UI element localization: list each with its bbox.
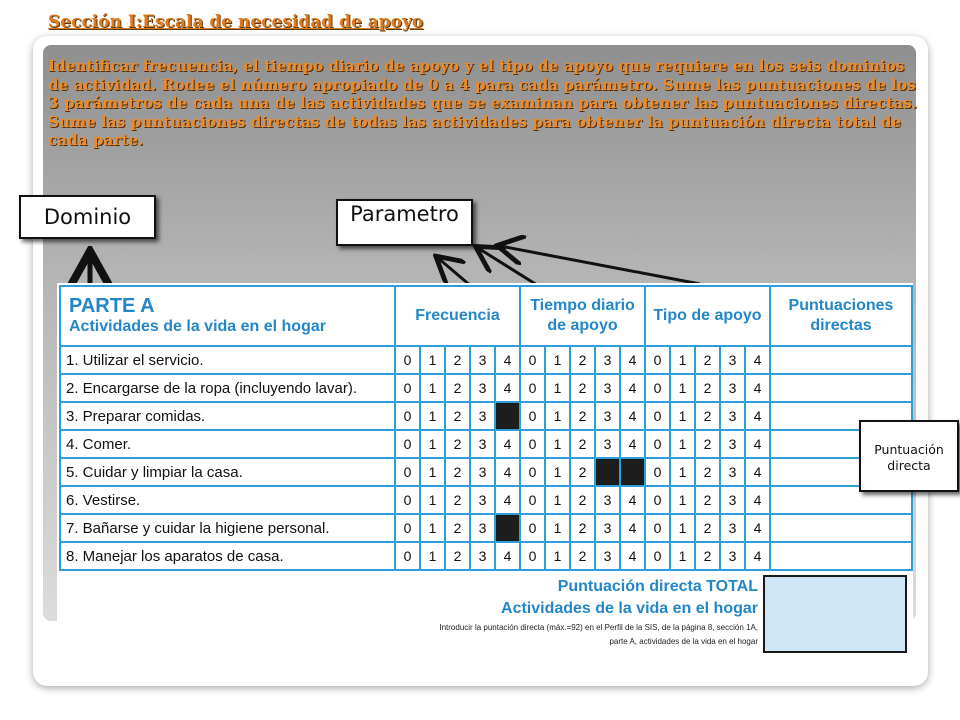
- score-option[interactable]: 3: [595, 402, 620, 430]
- total-label: [439, 576, 758, 648]
- score-option[interactable]: 4: [745, 402, 770, 430]
- instructions-text: Identificar frecuencia, el tiempo diario de apoyo y el tipo de apoyo que requiere en los seis dominios de actividad. Rodee el número apropiado de 0 a 4 para cada parámetro. Sume las puntuaciones de los 3 parámetros de cada una de las actividades que se examinan para obtener las puntuaciones directas. Sume las puntuaciones directas de todas las actividades para obtener la puntuación directa total de cada parte.: [48, 57, 918, 149]
- score-option[interactable]: 1: [670, 374, 695, 402]
- score-option[interactable]: 0: [395, 486, 420, 514]
- total-score-box[interactable]: [763, 575, 907, 653]
- score-option[interactable]: 4: [620, 514, 645, 542]
- total-title: Puntuación directa TOTAL: [557, 578, 758, 595]
- score-option[interactable]: 4: [495, 458, 520, 486]
- score-option[interactable]: 0: [395, 542, 420, 570]
- score-option[interactable]: 0: [395, 430, 420, 458]
- score-option[interactable]: 2: [695, 346, 720, 374]
- score-option[interactable]: 1: [545, 542, 570, 570]
- score-option[interactable]: 1: [545, 486, 570, 514]
- score-option[interactable]: 2: [570, 458, 595, 486]
- score-option[interactable]: 1: [670, 458, 695, 486]
- score-option[interactable]: 1: [420, 458, 445, 486]
- score-option[interactable]: 2: [445, 430, 470, 458]
- header-tiempo: Tiempo diario de apoyo: [520, 286, 645, 346]
- parametro-callout: Parametro: [336, 199, 473, 246]
- score-option[interactable]: 4: [620, 486, 645, 514]
- score-option[interactable]: 2: [695, 402, 720, 430]
- score-option[interactable]: 3: [470, 402, 495, 430]
- score-option[interactable]: 1: [670, 514, 695, 542]
- score-option[interactable]: 0: [520, 514, 545, 542]
- score-option[interactable]: 0: [645, 458, 670, 486]
- score-option[interactable]: 4: [620, 402, 645, 430]
- score-option[interactable]: 4: [495, 346, 520, 374]
- score-option[interactable]: 3: [720, 346, 745, 374]
- score-option[interactable]: 3: [720, 458, 745, 486]
- score-option[interactable]: 4: [495, 430, 520, 458]
- score-option[interactable]: 1: [420, 486, 445, 514]
- score-option[interactable]: 0: [520, 374, 545, 402]
- arrow-tipo: [500, 246, 700, 284]
- score-option[interactable]: 3: [720, 430, 745, 458]
- score-option[interactable]: 3: [470, 542, 495, 570]
- score-option[interactable]: 0: [395, 346, 420, 374]
- score-option[interactable]: 1: [420, 402, 445, 430]
- score-option[interactable]: 4: [620, 430, 645, 458]
- score-option[interactable]: 0: [520, 402, 545, 430]
- score-option[interactable]: 2: [570, 374, 595, 402]
- activity-label: 5. Cuidar y limpiar la casa.: [60, 458, 395, 486]
- score-option[interactable]: 0: [395, 514, 420, 542]
- score-option[interactable]: 1: [420, 542, 445, 570]
- score-option[interactable]: 1: [545, 346, 570, 374]
- direct-score-cell[interactable]: [770, 374, 912, 402]
- score-option[interactable]: 4: [745, 430, 770, 458]
- part-header: [60, 286, 395, 346]
- form-part-a: [57, 283, 913, 658]
- dominio-callout: Dominio: [19, 195, 156, 239]
- score-option[interactable]: 1: [420, 430, 445, 458]
- score-option[interactable]: 2: [445, 486, 470, 514]
- score-option[interactable]: 2: [695, 514, 720, 542]
- score-option[interactable]: 0: [395, 374, 420, 402]
- score-option[interactable]: 1: [545, 374, 570, 402]
- score-option[interactable]: 3: [470, 346, 495, 374]
- score-option[interactable]: 3: [595, 374, 620, 402]
- score-option[interactable]: 1: [545, 458, 570, 486]
- score-option[interactable]: 4: [495, 486, 520, 514]
- score-option[interactable]: 0: [645, 346, 670, 374]
- score-option[interactable]: 3: [470, 486, 495, 514]
- blocked-cell: [495, 514, 520, 542]
- score-option[interactable]: 0: [645, 486, 670, 514]
- score-option[interactable]: 3: [720, 374, 745, 402]
- table-row: [60, 542, 912, 570]
- score-option[interactable]: 3: [595, 486, 620, 514]
- score-option[interactable]: 1: [670, 402, 695, 430]
- score-option[interactable]: 2: [570, 542, 595, 570]
- score-option[interactable]: 1: [670, 542, 695, 570]
- total-subtitle: Actividades de la vida en el hogar: [501, 600, 758, 617]
- score-option[interactable]: 4: [620, 374, 645, 402]
- score-option[interactable]: 2: [695, 458, 720, 486]
- activity-label: 4. Comer.: [60, 430, 395, 458]
- score-option[interactable]: 0: [645, 514, 670, 542]
- score-option[interactable]: 3: [470, 514, 495, 542]
- score-option[interactable]: 0: [395, 402, 420, 430]
- score-option[interactable]: 4: [745, 514, 770, 542]
- blocked-cell: [620, 458, 645, 486]
- score-option[interactable]: 4: [620, 346, 645, 374]
- part-title: PARTE A: [69, 295, 155, 317]
- score-option[interactable]: 2: [695, 486, 720, 514]
- activity-label: 6. Vestirse.: [60, 486, 395, 514]
- score-option[interactable]: 3: [720, 542, 745, 570]
- score-option[interactable]: 3: [595, 542, 620, 570]
- score-option[interactable]: 3: [720, 486, 745, 514]
- score-option[interactable]: 3: [595, 514, 620, 542]
- score-option[interactable]: 3: [470, 374, 495, 402]
- score-option[interactable]: 0: [520, 346, 545, 374]
- activities-table: [59, 285, 913, 571]
- header-puntuaciones: Puntuaciones directas: [770, 286, 912, 346]
- score-option[interactable]: 4: [745, 486, 770, 514]
- blocked-cell: [595, 458, 620, 486]
- score-option[interactable]: 0: [520, 458, 545, 486]
- activity-label: 2. Encargarse de la ropa (incluyendo lavar).: [60, 374, 395, 402]
- score-option[interactable]: 2: [445, 374, 470, 402]
- score-option[interactable]: 1: [545, 514, 570, 542]
- score-option[interactable]: 2: [445, 458, 470, 486]
- score-option[interactable]: 1: [420, 514, 445, 542]
- score-option[interactable]: 3: [595, 430, 620, 458]
- score-option[interactable]: 0: [520, 430, 545, 458]
- header-tipo: Tipo de apoyo: [645, 286, 770, 346]
- table-row: [60, 402, 912, 430]
- score-option[interactable]: 2: [570, 402, 595, 430]
- activity-label: 7. Bañarse y cuidar la higiene personal.: [60, 514, 395, 542]
- puntuacion-callout: Puntuación directa: [859, 420, 959, 492]
- score-option[interactable]: 4: [495, 374, 520, 402]
- table-row: [60, 486, 912, 514]
- score-option[interactable]: 2: [445, 346, 470, 374]
- score-option[interactable]: 2: [695, 430, 720, 458]
- score-option[interactable]: 4: [745, 346, 770, 374]
- table-row: [60, 514, 912, 542]
- score-option[interactable]: 0: [645, 542, 670, 570]
- score-option[interactable]: 2: [445, 402, 470, 430]
- direct-score-cell[interactable]: [770, 346, 912, 374]
- direct-score-cell[interactable]: [770, 542, 912, 570]
- score-option[interactable]: 0: [645, 402, 670, 430]
- header-frecuencia: Frecuencia: [395, 286, 520, 346]
- score-option[interactable]: 2: [695, 542, 720, 570]
- score-option[interactable]: 3: [595, 346, 620, 374]
- score-option[interactable]: 4: [745, 374, 770, 402]
- score-option[interactable]: 2: [445, 542, 470, 570]
- total-note-1: Introducir la puntación directa (máx.=92) en el Perfil de la SIS, de la página 8, sección 1A,: [439, 623, 758, 632]
- direct-score-cell[interactable]: [770, 514, 912, 542]
- score-option[interactable]: 2: [445, 514, 470, 542]
- part-subtitle: Actividades de la vida en el hogar: [69, 318, 326, 335]
- total-note-2: parte A, actividades de la vida en el hogar: [609, 637, 758, 646]
- activity-label: 8. Manejar los aparatos de casa.: [60, 542, 395, 570]
- score-option[interactable]: 1: [545, 430, 570, 458]
- score-option[interactable]: 2: [570, 430, 595, 458]
- score-option[interactable]: 3: [720, 402, 745, 430]
- score-option[interactable]: 3: [470, 430, 495, 458]
- score-option[interactable]: 3: [720, 514, 745, 542]
- table-row: [60, 458, 912, 486]
- score-option[interactable]: 4: [620, 542, 645, 570]
- activity-label: 1. Utilizar el servicio.: [60, 346, 395, 374]
- score-option[interactable]: 1: [545, 402, 570, 430]
- score-option[interactable]: 2: [570, 514, 595, 542]
- score-option[interactable]: 1: [420, 374, 445, 402]
- score-option[interactable]: 0: [645, 430, 670, 458]
- score-option[interactable]: 0: [395, 458, 420, 486]
- score-option[interactable]: 1: [420, 346, 445, 374]
- score-option[interactable]: 2: [695, 374, 720, 402]
- score-option[interactable]: 1: [670, 346, 695, 374]
- table-row: [60, 430, 912, 458]
- score-option[interactable]: 4: [745, 458, 770, 486]
- score-option[interactable]: 0: [520, 486, 545, 514]
- score-option[interactable]: 4: [495, 542, 520, 570]
- table-row: [60, 346, 912, 374]
- section-title: Sección I:Escala de necesidad de apoyo: [48, 12, 424, 32]
- table-row: [60, 374, 912, 402]
- score-option[interactable]: 0: [645, 374, 670, 402]
- score-option[interactable]: 4: [745, 542, 770, 570]
- score-option[interactable]: 2: [570, 346, 595, 374]
- score-option[interactable]: 3: [470, 458, 495, 486]
- score-option[interactable]: 1: [670, 430, 695, 458]
- score-option[interactable]: 1: [670, 486, 695, 514]
- score-option[interactable]: 2: [570, 486, 595, 514]
- blocked-cell: [495, 402, 520, 430]
- score-option[interactable]: 0: [520, 542, 545, 570]
- activity-label: 3. Preparar comidas.: [60, 402, 395, 430]
